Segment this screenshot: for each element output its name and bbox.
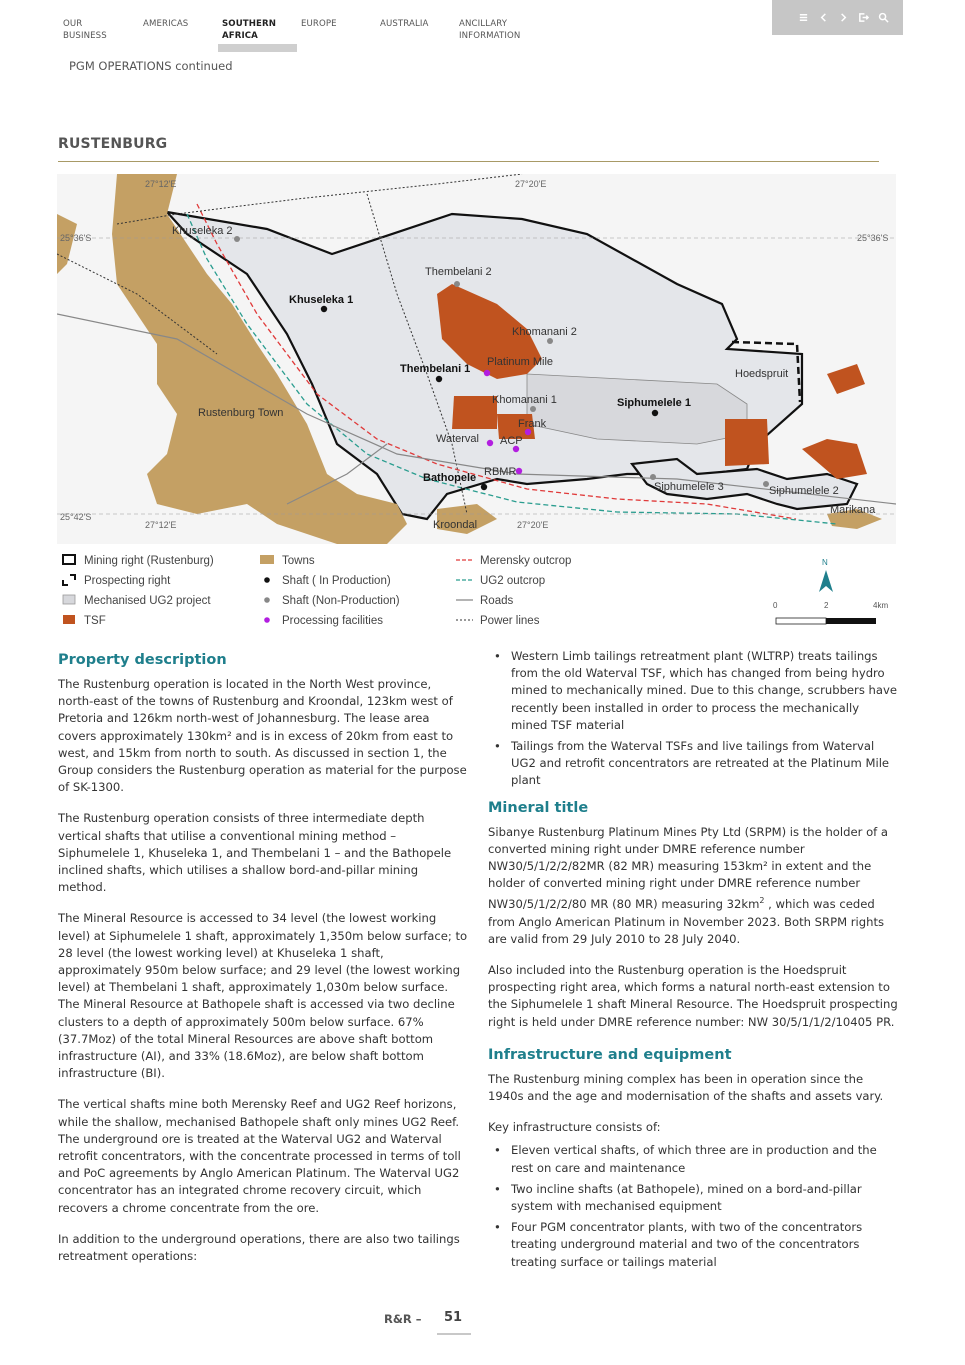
paragraph: The Mineral Resource is accessed to 34 level (the lowest working level) at Siphumelele 1 shaft, approximately 1,350m below surface; to 28 level (the lowest working level) at Khuseleka 1 shaft, approximately 950m below surface; and 29 level (the lowest working level) at Thembelani 1 shaft, approximately 1,030m below surface. The Mineral Resource at Bathopele shaft is accessed via two decline clusters to a depth of approximately 500m below surface. 67% (37.7Moz) of the total Mineral Resources are above shaft bottom infrastructure (AI), and 33% (18.6Moz), are below shaft bottom infrastructure (BI). [58, 911, 468, 1081]
paragraph: The Rustenburg mining complex has been in operation since the 1940s and the age and modernisation of the shafts and assets vary. [488, 1071, 884, 1103]
nav-label: ANCILLARY [459, 19, 508, 29]
search-icon[interactable] [878, 12, 889, 23]
paragraph: Also included into the Rustenburg operation is the Hoedspruit prospecting right area, which forms a natural north-east extension to the Siphumelele 1 shaft Mineral Resource. The Hoedspruit prospecting right is held under DMRE reference number: NW 30/5/1/1/2/10405 PR. [488, 962, 898, 1029]
legend-label: Towns [282, 555, 315, 567]
list-item: • Two incline shafts (at Bathopele), mined on a bord-and-pillar system with mechanised equipment [488, 1181, 898, 1215]
nav-australia[interactable] [380, 19, 428, 31]
nav-americas[interactable] [143, 19, 188, 31]
heading-property-description: Property description [58, 652, 227, 668]
legend-label: Merensky outcrop [480, 555, 572, 567]
map-label: Thembelani 2 [425, 266, 492, 278]
active-nav-indicator [218, 44, 297, 52]
shaft-thembelani1 [436, 376, 442, 382]
paragraph: The Rustenburg operation consists of three intermediate depth vertical shafts that utilise a conventional mining method – Siphumelele 1, Khuseleka 1, and Thembelani 1 – and the Bathopele inclined shafts, which utilises a shallow bord-and-pillar mining method. [58, 811, 452, 895]
list-item: • Eleven vertical shafts, of which three are in production and the rest on care and maintenance [488, 1142, 898, 1176]
exit-icon[interactable] [858, 12, 869, 23]
nav-label: OUR [63, 19, 83, 29]
legend-swatch [264, 577, 270, 583]
legend-label: Prospecting right [84, 575, 171, 587]
legend-swatch [264, 617, 270, 623]
map-label: ACP [500, 435, 523, 447]
shaft-khuseleka2 [234, 236, 240, 242]
nav-southern-africa[interactable] [222, 19, 276, 42]
coord-label: 27°12'E [145, 520, 177, 530]
superscript: 2 [759, 896, 765, 906]
heading-mineral-title: Mineral title [488, 799, 589, 816]
viewer-toolbar [772, 0, 903, 35]
nav-label: INFORMATION [459, 30, 521, 41]
map-label: Khuseleka 2 [172, 225, 233, 237]
coord-label: 27°20'E [515, 179, 547, 189]
legend-label: Mechanised UG2 project [84, 595, 211, 607]
legend-label: Power lines [480, 615, 540, 627]
breadcrumb: PGM OPERATIONS continued [69, 59, 233, 73]
title-divider [58, 161, 879, 162]
legend-swatch [264, 597, 270, 603]
scale-label: 0 [773, 601, 778, 610]
page-number: 51 [444, 1310, 463, 1325]
footer-divider [437, 1333, 471, 1335]
paragraph-text: , which was ceded from Anglo American Platinum in November 2023. Both SRPM rights are valid from 29 July 2010 to 28 July 2040. [488, 897, 885, 946]
nav-our-business[interactable] [63, 19, 107, 42]
legend-swatch [63, 595, 75, 604]
nav-label: BUSINESS [63, 30, 107, 41]
rustenburg-map [57, 174, 896, 636]
map-label: Platinum Mile [487, 356, 554, 368]
legend-label: Shaft (Non-Production) [282, 595, 400, 607]
left-column [58, 650, 470, 1279]
tsf-waterval-1 [452, 396, 497, 429]
footer-label: R&R – [384, 1312, 422, 1326]
paragraph: Key infrastructure consists of: [488, 1120, 661, 1135]
map-label: Siphumelele 3 [654, 481, 724, 493]
heading-infrastructure: Infrastructure and equipment [488, 1046, 732, 1063]
coord-label: 25°42'S [60, 512, 92, 522]
legend-swatch [63, 615, 75, 624]
nav-label: EUROPE [301, 19, 337, 29]
processing-rbmr [516, 468, 522, 474]
map-label: Khomanani 1 [492, 394, 557, 406]
scale-label: 4km [873, 601, 889, 610]
north-label: N [822, 558, 828, 567]
map-label: Frank [518, 418, 547, 430]
map-label: Rustenburg Town [198, 407, 284, 419]
coord-label: 27°20'E [517, 520, 549, 530]
shaft-khomanani1 [530, 406, 536, 412]
right-column [488, 650, 898, 1275]
map-label: Siphumelele 2 [769, 485, 839, 497]
map-label: Siphumelele 1 [617, 397, 691, 409]
list-item: • Western Limb tailings retreatment plant (WLTRP) treats tailings from the old Waterval TSF, which has changed from being hydro mined to mechanically mined. Due to this change, scrubbers have recently been installed in order to process the mechanically mined TSF material [488, 648, 898, 734]
section-title: RUSTENBURG [58, 136, 168, 152]
processing-waterval [487, 440, 493, 446]
map-label: RBMR [484, 466, 517, 478]
shaft-siphumelele1 [652, 410, 658, 416]
infrastructure-list [488, 1142, 898, 1270]
list-item: • Four PGM concentrator plants, with two of the concentrators treating underground material and two of the concentrators treating surface or tailings material [488, 1219, 898, 1271]
tailings-list [488, 648, 898, 790]
shaft-bathopele [481, 484, 487, 490]
chevron-right-icon[interactable] [838, 12, 849, 23]
list-item: • Tailings from the Waterval TSFs and live tailings from Waterval UG2 and retrofit concentrators are retreated at the Platinum Mile plant [488, 738, 898, 790]
coord-label: 25°36'S [857, 233, 889, 243]
nav-label: AMERICAS [143, 19, 189, 29]
map-label: Kroondal [433, 519, 478, 531]
map-label: Khuseleka 1 [289, 294, 354, 306]
scale-bar-segment [776, 618, 826, 624]
legend-label: Processing facilities [282, 615, 383, 627]
scale-label: 2 [824, 601, 829, 610]
coord-label: 25°36'S [60, 233, 92, 243]
tsf-siphumelele [725, 419, 769, 466]
shaft-khuseleka1 [321, 306, 327, 312]
legend-swatch [260, 555, 274, 564]
scale-bar-segment [826, 618, 876, 624]
map-label: Hoedspruit [735, 368, 789, 380]
chevron-left-icon[interactable] [818, 12, 829, 23]
nav-europe[interactable] [301, 19, 337, 31]
map-label: Khomanani 2 [512, 326, 577, 338]
legend-label: Roads [480, 595, 514, 607]
shaft-thembelani2 [454, 281, 460, 287]
top-navigation [63, 19, 563, 59]
nav-label: AUSTRALIA [380, 19, 429, 29]
coord-label: 27°12'E [145, 179, 177, 189]
page-footer [384, 1310, 463, 1326]
legend-label: Shaft ( In Production) [282, 575, 391, 587]
nav-label: AFRICA [222, 30, 258, 41]
legend-label: UG2 outcrop [480, 575, 546, 587]
menu-icon[interactable] [798, 12, 809, 23]
paragraph [488, 824, 898, 948]
map-label: Bathopele [423, 472, 477, 484]
nav-label: SOUTHERN [222, 19, 277, 29]
map-label: Marikana [830, 504, 876, 516]
paragraph-text: Sibanye Rustenburg Platinum Mines Pty Ltd (SRPM) is the holder of a converted mining right under DMRE reference number NW30/5/1/2/2/82MR (82 MR) measuring 153km² in extent and the holder of converted mining right under DMRE reference number NW30/5/1/2/2/80 MR (80 MR) measuring 32km [488, 824, 889, 912]
paragraph: The Rustenburg operation is located in the North West province, north-east of the towns of Rustenburg and Kroondal, 123km west of Pretoria and 126km north-west of Johannesburg. The lease area covers approximately 130km² and is in excess of 20km from east to west, and 15km from north to south. As discussed in section 1, the Group considers the Rustenburg operation as material for the purpose of SK-1300. [58, 677, 467, 795]
shaft-khomanani2 [547, 338, 553, 344]
nav-ancillary-information[interactable] [459, 19, 520, 42]
processing-platinum-mile [484, 370, 490, 376]
map-label: Waterval [436, 433, 479, 445]
paragraph: The vertical shafts mine both Merensky Reef and UG2 Reef horizons, while the shallow, mechanised Bathopele shaft only mines UG2 Reef. The underground ore is treated at the Waterval UG2 and Waterval retrofit concentrators, with the concentrate processed in terms of toll and PoC agreements by Anglo American Platinum. The Waterval UG2 concentrator has an integrated chrome recovery circuit, which recovers a chrome concentrate from the ore. [58, 1097, 461, 1215]
shaft-siphumelele3 [650, 474, 656, 480]
map-label: Thembelani 1 [400, 363, 471, 375]
legend-label: TSF [84, 615, 106, 627]
legend-label: Mining right (Rustenburg) [84, 555, 214, 567]
paragraph: In addition to the underground operations, there are also two tailings retreatment operations: [58, 1231, 460, 1264]
